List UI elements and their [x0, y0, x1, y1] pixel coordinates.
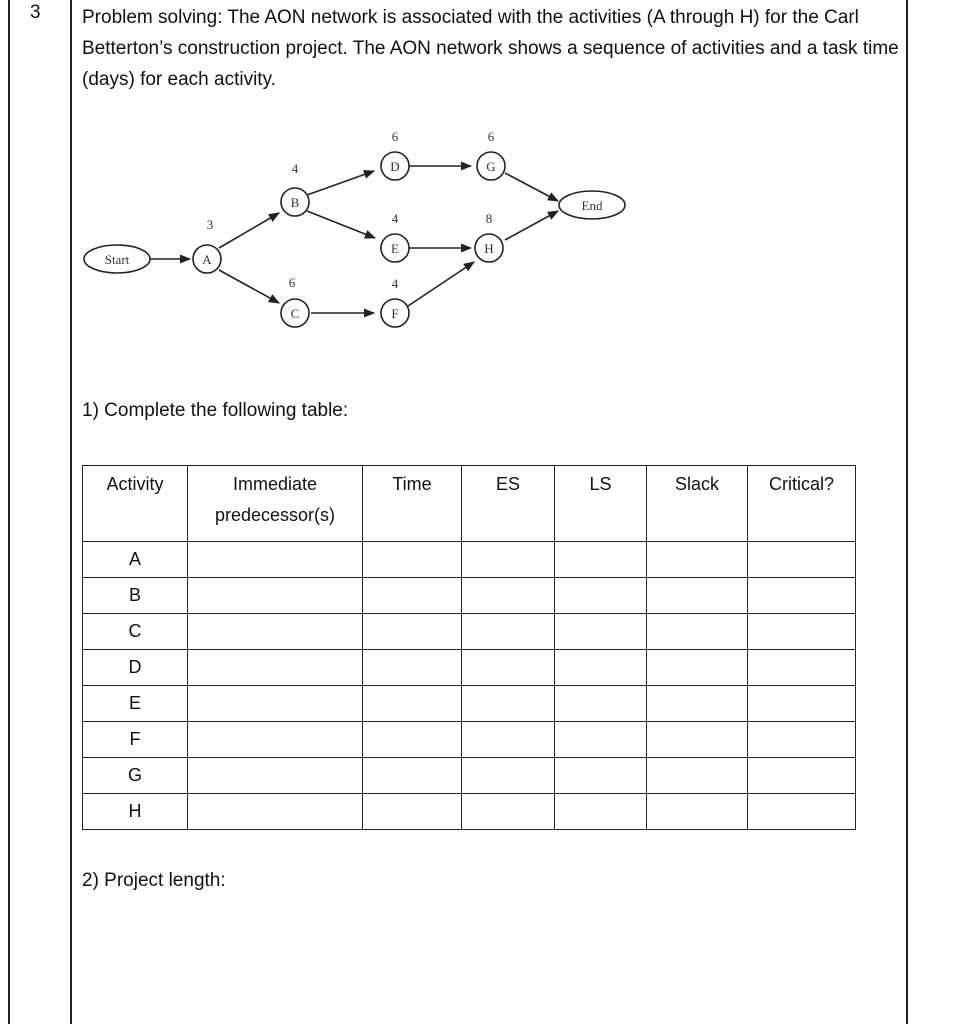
svg-text:4: 4: [391, 276, 399, 291]
svg-text:A: A: [202, 252, 212, 267]
slack-cell[interactable]: [647, 686, 748, 722]
activity-cell: B: [83, 578, 188, 614]
question-number: 3: [30, 2, 41, 23]
time-cell[interactable]: [363, 614, 462, 650]
activity-node-f: [381, 276, 409, 327]
activity-cell: A: [83, 542, 188, 578]
svg-text:4: 4: [291, 161, 299, 176]
svg-text:6: 6: [288, 275, 296, 290]
predecessor-cell[interactable]: [188, 650, 363, 686]
activity-node-c: [281, 275, 309, 327]
slack-cell[interactable]: [647, 758, 748, 794]
svg-text:B: B: [290, 195, 300, 210]
table-row: [83, 794, 856, 830]
ls-cell[interactable]: [555, 542, 647, 578]
arrow-h-end: [505, 211, 558, 240]
header-es: ES: [462, 466, 555, 542]
arrow-a-c: [219, 270, 279, 303]
part2-prompt: 2) Project length:: [82, 870, 226, 891]
predecessor-cell[interactable]: [188, 578, 363, 614]
header-time: Time: [363, 466, 462, 542]
critical-cell[interactable]: [748, 686, 856, 722]
header-critical: Critical?: [748, 466, 856, 542]
activity-table: [82, 465, 856, 830]
ls-cell[interactable]: [555, 758, 647, 794]
start-node: [84, 245, 150, 273]
question-intro: Problem solving: The AON network is associated with the activities (A through H) for the Carl Betterton’s construction project. The AON network shows a sequence of activities and a task time (days) for each activity.: [82, 7, 899, 90]
time-cell[interactable]: [363, 578, 462, 614]
es-cell[interactable]: [462, 614, 555, 650]
predecessor-cell[interactable]: [188, 722, 363, 758]
end-node: [559, 191, 625, 219]
table-header-row: [83, 466, 856, 542]
svg-text:G: G: [486, 159, 496, 174]
predecessor-cell[interactable]: [188, 614, 363, 650]
table-row: [83, 686, 856, 722]
es-cell[interactable]: [462, 578, 555, 614]
critical-cell[interactable]: [748, 614, 856, 650]
es-cell[interactable]: [462, 542, 555, 578]
time-cell[interactable]: [363, 758, 462, 794]
activity-cell: H: [83, 794, 188, 830]
critical-cell[interactable]: [748, 794, 856, 830]
arrow-b-d: [307, 171, 374, 195]
part1-prompt: 1) Complete the following table:: [82, 400, 349, 421]
column-divider: [70, 0, 72, 1024]
activity-cell: E: [83, 686, 188, 722]
critical-cell[interactable]: [748, 650, 856, 686]
svg-text:C: C: [290, 306, 300, 321]
arrow-b-e: [307, 211, 375, 238]
ls-cell[interactable]: [555, 686, 647, 722]
es-cell[interactable]: [462, 650, 555, 686]
header-immediate-predecessors: Immediate predecessor(s): [188, 466, 363, 542]
slack-cell[interactable]: [647, 722, 748, 758]
activity-cell: D: [83, 650, 188, 686]
slack-cell[interactable]: [647, 542, 748, 578]
table-row: [83, 578, 856, 614]
es-cell[interactable]: [462, 686, 555, 722]
ls-cell[interactable]: [555, 614, 647, 650]
es-cell[interactable]: [462, 794, 555, 830]
ls-cell[interactable]: [555, 650, 647, 686]
ls-cell[interactable]: [555, 578, 647, 614]
activity-node-b: [281, 161, 309, 216]
table-row: [83, 542, 856, 578]
activity-cell: G: [83, 758, 188, 794]
activity-node-e: [381, 211, 409, 262]
activity-node-a: [193, 217, 221, 273]
predecessor-cell[interactable]: [188, 686, 363, 722]
svg-text:H: H: [484, 241, 494, 256]
activity-cell: F: [83, 722, 188, 758]
aon-network-diagram: [78, 118, 638, 333]
page-border-right: [906, 0, 908, 1024]
ls-cell[interactable]: [555, 794, 647, 830]
activity-node-d: [381, 129, 409, 180]
svg-text:End: End: [581, 198, 603, 213]
svg-text:D: D: [390, 159, 400, 174]
header-activity: Activity: [83, 466, 188, 542]
predecessor-cell[interactable]: [188, 542, 363, 578]
es-cell[interactable]: [462, 722, 555, 758]
svg-text:6: 6: [487, 129, 495, 144]
slack-cell[interactable]: [647, 650, 748, 686]
svg-text:6: 6: [391, 129, 399, 144]
slack-cell[interactable]: [647, 794, 748, 830]
critical-cell[interactable]: [748, 578, 856, 614]
svg-text:E: E: [391, 241, 399, 256]
time-cell[interactable]: [363, 722, 462, 758]
ls-cell[interactable]: [555, 722, 647, 758]
table-row: [83, 722, 856, 758]
time-cell[interactable]: [363, 542, 462, 578]
page-border-left: [8, 0, 10, 1024]
table-row: [83, 650, 856, 686]
svg-text:4: 4: [391, 211, 399, 226]
svg-text:Start: Start: [104, 252, 130, 267]
predecessor-cell[interactable]: [188, 794, 363, 830]
svg-text:F: F: [391, 306, 399, 321]
header-ls: LS: [555, 466, 647, 542]
arrow-g-end: [505, 173, 558, 201]
table-row: [83, 758, 856, 794]
slack-cell[interactable]: [647, 614, 748, 650]
activity-cell: C: [83, 614, 188, 650]
time-cell[interactable]: [363, 686, 462, 722]
time-cell[interactable]: [363, 794, 462, 830]
activity-node-h: [475, 211, 503, 262]
svg-text:8: 8: [485, 211, 493, 226]
es-cell[interactable]: [462, 758, 555, 794]
table-row: [83, 614, 856, 650]
svg-text:3: 3: [206, 217, 214, 232]
critical-cell[interactable]: [748, 758, 856, 794]
header-slack: Slack: [647, 466, 748, 542]
activity-node-g: [477, 129, 505, 180]
arrow-a-b: [219, 213, 279, 248]
critical-cell[interactable]: [748, 722, 856, 758]
arrow-f-h: [408, 262, 474, 306]
critical-cell[interactable]: [748, 542, 856, 578]
time-cell[interactable]: [363, 650, 462, 686]
slack-cell[interactable]: [647, 578, 748, 614]
predecessor-cell[interactable]: [188, 758, 363, 794]
